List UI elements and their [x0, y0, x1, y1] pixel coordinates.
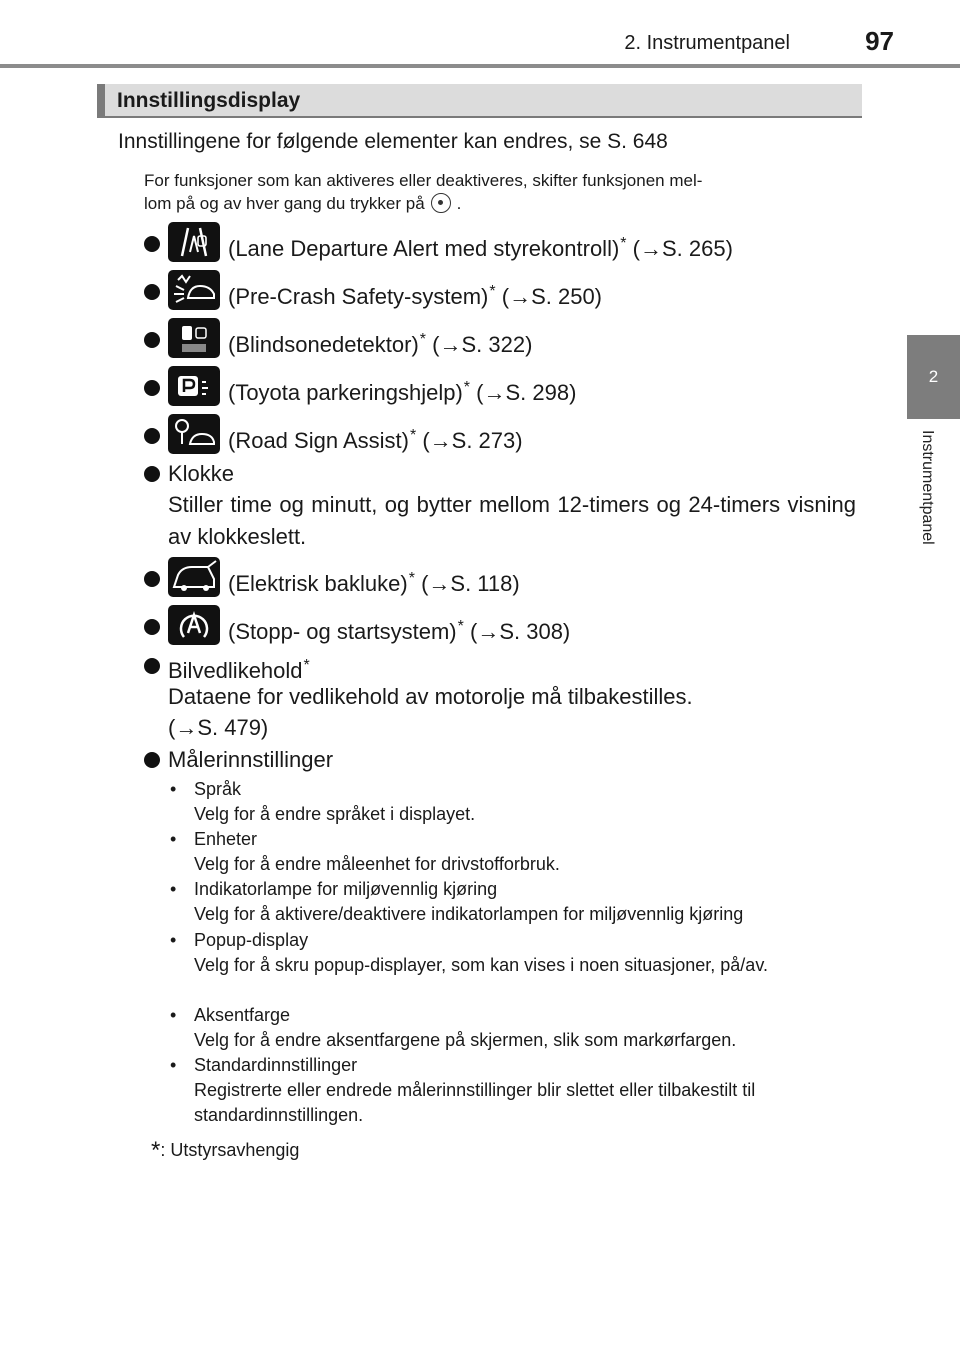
- sub-bullet: •: [170, 930, 177, 950]
- star-mark: *: [457, 618, 464, 635]
- note-line-1: For funksjoner som kan aktiveres eller deaktiveres, skifter funksjonen mel-: [144, 171, 703, 190]
- maintenance-title: Bilvedlikehold: [168, 658, 303, 683]
- sub-item-title: Standardinnstillinger: [194, 1055, 358, 1075]
- pre-crash-safety-icon: [168, 270, 220, 310]
- footnote-text: : Utstyrsavhengig: [160, 1140, 300, 1160]
- sub-item-title: Aksentfarge: [194, 1005, 291, 1025]
- chapter-tab-label: Instrumentpanel: [919, 430, 936, 545]
- page-ref: (→S. 322): [432, 332, 533, 357]
- blind-spot-monitor-icon: [168, 318, 220, 358]
- star-mark: *: [620, 235, 627, 252]
- star-mark: *: [303, 657, 310, 674]
- chapter-title: 2. Instrumentpanel: [624, 32, 790, 54]
- section-title: Innstillingsdisplay: [117, 89, 301, 112]
- note-line-2: lom på og av hver gang du trykker på: [144, 194, 425, 213]
- item-text: (Elektrisk bakluke): [228, 571, 408, 596]
- page-ref: (→S. 265): [632, 236, 733, 261]
- sub-item-desc: Registrerte eller endrede målerinnstillinger blir slettet eller tilbakestilt til standardinnstillingen.: [194, 1080, 756, 1125]
- footnote-star: *: [151, 1137, 161, 1164]
- clock-desc: Stiller time og minutt, og bytter mellom 12-timers og 24-timers visning av klokkeslett.: [168, 492, 856, 549]
- bullet-icon: [144, 332, 160, 348]
- sub-item-title: Indikatorlampe for miljøvennlig kjøring: [194, 879, 498, 899]
- bullet-icon: [144, 466, 160, 482]
- sub-item-title: Enheter: [194, 829, 258, 849]
- page-ref: (→S. 308): [470, 619, 571, 644]
- bullet-icon: [144, 236, 160, 252]
- maintenance-desc: Dataene for vedlikehold av motorolje må tilbakestilles.: [168, 684, 693, 709]
- bullet-icon: [144, 380, 160, 396]
- sub-item-title: Språk: [194, 779, 242, 799]
- page-ref: (→S. 250): [501, 284, 603, 309]
- page-ref: (→S. 118): [421, 571, 520, 596]
- sub-item-desc: Velg for å endre aksentfargene på skjermen, slik som markørfargen.: [194, 1030, 737, 1050]
- road-sign-assist-icon: [168, 414, 220, 454]
- bullet-icon: [144, 571, 160, 587]
- star-mark: *: [419, 331, 427, 348]
- note-line-2-end: .: [456, 194, 462, 213]
- maintenance-ref: (→S. 479): [168, 715, 269, 740]
- clock-title: Klokke: [168, 461, 235, 486]
- bullet-icon: [144, 658, 160, 674]
- bullet-icon: [144, 619, 160, 635]
- chapter-tab: 2: [907, 335, 960, 419]
- page-ref: (→S. 273): [422, 428, 523, 453]
- bullet-icon: [144, 428, 160, 444]
- circle-dot-icon: [431, 193, 451, 213]
- sub-bullet: •: [170, 1055, 177, 1075]
- bullet-icon: [144, 752, 160, 768]
- section-heading: [97, 84, 862, 118]
- power-back-door-icon: [168, 557, 220, 597]
- star-mark: *: [409, 427, 417, 444]
- intro-text: Innstillingene for følgende elementer kan endres, se S. 648: [118, 130, 668, 153]
- header-rule: [0, 64, 960, 68]
- sub-bullet: •: [170, 1005, 177, 1025]
- bullet-icon: [144, 284, 160, 300]
- sub-item-desc: Velg for å aktivere/deaktivere indikatorlampen for miljøvennlig kjøring: [194, 904, 744, 924]
- sub-item-desc: Velg for å endre språket i displayet.: [194, 804, 476, 824]
- note-text: [144, 169, 856, 215]
- item-text: (Stopp- og startsystem): [228, 619, 457, 644]
- star-mark: *: [489, 283, 496, 300]
- sub-item-title: Popup-display: [194, 930, 309, 950]
- sub-item-desc: Velg for å skru popup-displayer, som kan vises i noen situasjoner, på/av.: [194, 955, 768, 975]
- parking-assist-icon: [168, 366, 220, 406]
- item-text: (Pre-Crash Safety-system): [228, 284, 489, 309]
- item-text: (Blindsonedetektor): [228, 332, 419, 357]
- item-text: (Road Sign Assist): [228, 428, 409, 453]
- stop-start-system-icon: [168, 605, 220, 645]
- page-ref: (→S. 298): [476, 380, 577, 405]
- star-mark: *: [463, 379, 471, 396]
- meter-settings-title: Målerinnstillinger: [168, 747, 334, 772]
- page-number: 97: [865, 26, 894, 56]
- item-text: (Toyota parkeringshjelp): [228, 380, 463, 405]
- item-text: (Lane Departure Alert med styrekontroll): [228, 236, 620, 261]
- sub-bullet: •: [170, 879, 177, 899]
- sub-item-desc: Velg for å endre måleenhet for drivstofforbruk.: [194, 854, 560, 874]
- sub-bullet: •: [170, 779, 177, 799]
- footnote: [151, 1137, 299, 1165]
- lane-departure-alert-icon: [168, 222, 220, 262]
- star-mark: *: [408, 570, 415, 587]
- sub-bullet: •: [170, 829, 177, 849]
